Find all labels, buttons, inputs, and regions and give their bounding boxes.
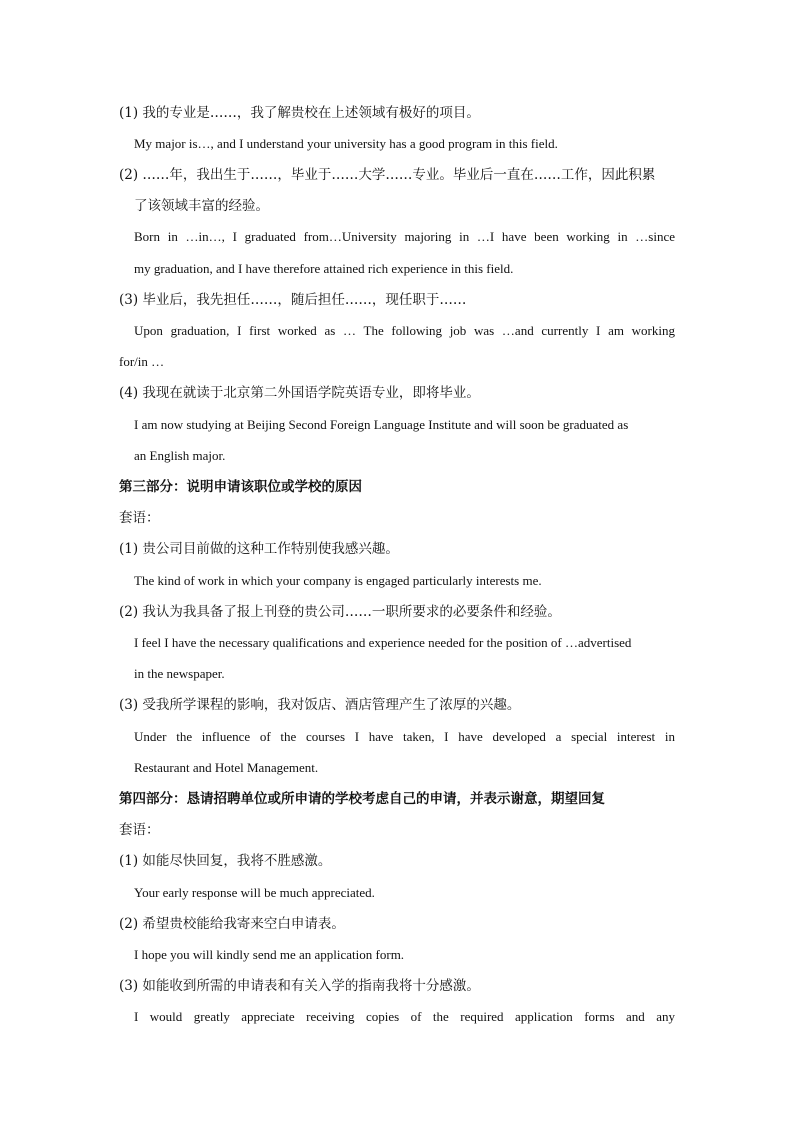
- item-2-english: Born in …in…, I graduated from…University majoring in …I have been working in …since: [134, 229, 675, 244]
- section-four-heading: 第四部分：恳请招聘单位或所申请的学校考虑自己的申请，并表示谢意，期望回复: [119, 791, 605, 807]
- s3-item-1-english: The kind of work in which your company is engaged particularly interests me.: [134, 573, 542, 588]
- s4-item-1-chinese: (1) 如能尽快回复，我将不胜感激。: [119, 853, 332, 869]
- item-4-english: I am now studying at Beijing Second Foreign Language Institute and will soon be graduated as: [134, 417, 629, 432]
- item-3-chinese: (3) 毕业后，我先担任……，随后担任……，现任职于……: [119, 292, 467, 308]
- s4-item-2-chinese: (2) 希望贵校能给我寄来空白申请表。: [119, 916, 345, 932]
- s3-item-3-english: Under the influence of the courses I have taken, I have developed a special interest in: [134, 729, 675, 744]
- item-4-chinese: (4) 我现在就读于北京第二外国语学院英语专业，即将毕业。: [119, 385, 480, 401]
- item-2-chinese: (2) ……年，我出生于……，毕业于……大学……专业。毕业后一直在……工作，因此积累: [119, 167, 656, 183]
- item-4-english-cont: an English major.: [134, 448, 226, 463]
- s3-item-2-english-cont: in the newspaper.: [134, 666, 225, 681]
- section-four-phrases-label: 套语：: [119, 822, 160, 838]
- s4-item-3-english: I would greatly appreciate receiving copies of the required application forms and any: [134, 1009, 675, 1024]
- s3-item-3-chinese: (3) 受我所学课程的影响，我对饭店、酒店管理产生了浓厚的兴趣。: [119, 697, 521, 713]
- item-1-english: My major is…, and I understand your university has a good program in this field.: [134, 136, 558, 151]
- s4-item-2-english: I hope you will kindly send me an application form.: [134, 947, 405, 962]
- item-2-english-cont: my graduation, and I have therefore attained rich experience in this field.: [134, 261, 514, 276]
- s3-item-3-english-cont: Restaurant and Hotel Management.: [134, 760, 319, 775]
- s4-item-3-chinese: (3) 如能收到所需的申请表和有关入学的指南我将十分感激。: [119, 978, 480, 994]
- section-three-phrases-label: 套语：: [119, 510, 160, 526]
- s3-item-2-english: I feel I have the necessary qualifications and experience needed for the position of …advertised: [134, 635, 632, 650]
- item-3-english: Upon graduation, I first worked as … The following job was …and currently I am working: [134, 323, 675, 338]
- item-2-chinese-cont: 了该领域丰富的经验。: [134, 198, 269, 214]
- s3-item-2-chinese: (2) 我认为我具备了报上刊登的贵公司……一职所要求的必要条件和经验。: [119, 604, 561, 620]
- section-three-heading: 第三部分：说明申请该职位或学校的原因: [119, 479, 362, 495]
- s3-item-1-chinese: (1) 贵公司目前做的这种工作特别使我感兴趣。: [119, 541, 399, 557]
- s4-item-1-english: Your early response will be much appreciated.: [134, 885, 375, 900]
- item-1-chinese: (1) 我的专业是……，我了解贵校在上述领域有极好的项目。: [119, 105, 480, 121]
- item-3-english-cont: for/in …: [119, 354, 165, 369]
